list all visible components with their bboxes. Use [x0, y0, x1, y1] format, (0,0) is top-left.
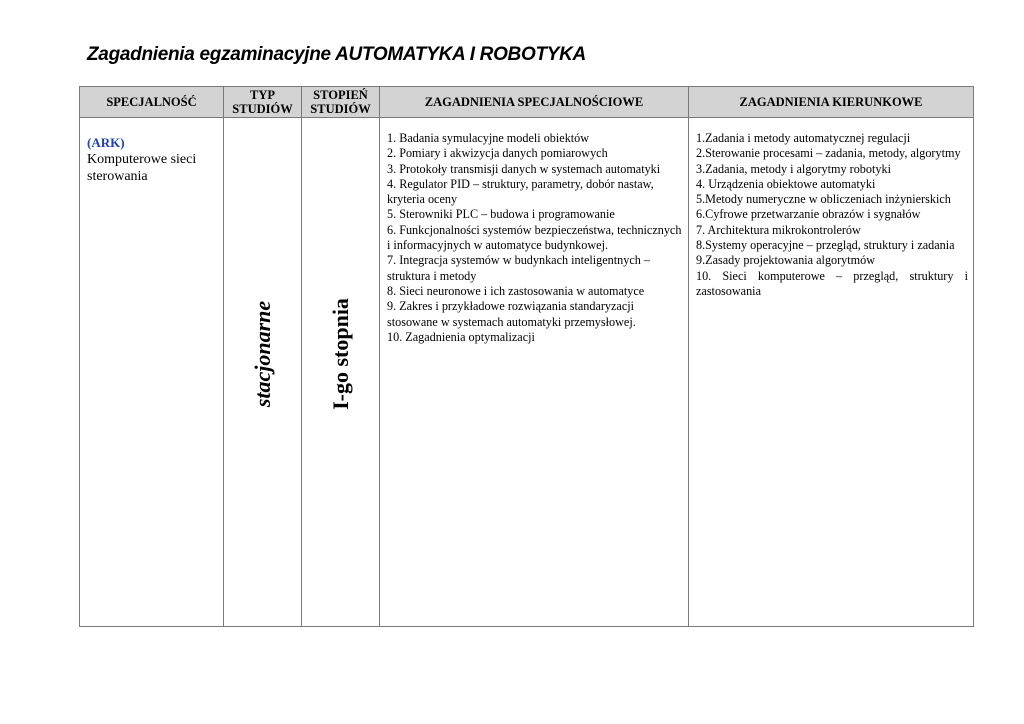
header-zagadnienia-kierunkowe: ZAGADNIENIA KIERUNKOWE	[689, 87, 974, 118]
list-item: 4. Urządzenia obiektowe automatyki	[696, 176, 876, 191]
exam-topics-table	[79, 86, 974, 627]
list-item: 6. Funkcjonalności systemów bezpieczeństwa, technicznych i informacyjnych w automatyce budynkowej.	[387, 222, 682, 253]
list-item: 5.Metody numeryczne w obliczeniach inżynierskich	[696, 192, 951, 207]
list-item: 1. Badania symulacyjne modeli obiektów	[387, 131, 590, 145]
specjalnosc-code: (ARK)	[87, 135, 125, 150]
list-item: 4. Regulator PID – struktury, parametry, dobór nastaw, kryteria oceny	[387, 176, 654, 207]
specjalnosc-cell	[80, 118, 224, 627]
specjalnosc-name: Komputerowe sieci sterowania	[87, 152, 197, 184]
list-item: 3.Zadania, metody i algorytmy robotyki	[696, 161, 891, 176]
header-stopien-line1: STOPIEŃ	[313, 88, 368, 102]
list-item: 8. Sieci neuronowe i ich zastosowania w automatyce	[387, 283, 645, 298]
list-item: 8.Systemy operacyjne – przegląd, struktury i zadania	[696, 238, 955, 253]
list-item: 9. Zakres i przykładowe rozwiązania standaryzacji stosowane w systemach automatyki przemysłowej.	[387, 299, 636, 329]
list-item: 9.Zasady projektowania algorytmów	[696, 253, 876, 268]
header-stopien-line2: STUDIÓW	[310, 102, 371, 116]
table-header-row	[80, 87, 974, 118]
header-specjalnosc: SPECJALNOŚĆ	[80, 87, 224, 118]
list-item: 10. Sieci komputerowe – przegląd, struktury i zastosowania	[696, 268, 968, 298]
list-item: 1.Zadania i metody automatycznej regulacji	[696, 131, 911, 145]
typ-studiow-cell	[224, 118, 302, 627]
header-typ-line2: STUDIÓW	[232, 102, 293, 116]
list-item: 6.Cyfrowe przetwarzanie obrazów i sygnałów	[696, 207, 921, 222]
page-title: Zagadnienia egzaminacyjne AUTOMATYKA I ROBOTYKA	[87, 44, 586, 65]
table-row	[80, 118, 974, 627]
stopien-studiow-value: I-go stopnia	[327, 298, 353, 410]
list-item: 2.Sterowanie procesami – zadania, metody, algorytmy	[696, 146, 961, 161]
header-typ-studiow	[224, 87, 302, 118]
list-item: 7. Integracja systemów w budynkach inteligentnych – struktura i metody	[387, 253, 650, 283]
header-stopien-studiow	[302, 87, 380, 118]
zagadnienia-kierunkowe-cell	[689, 118, 974, 627]
list-item: 7. Architektura mikrokontrolerów	[696, 222, 861, 237]
header-typ-line1: TYP	[250, 88, 275, 102]
list-item: 2. Pomiary i akwizycja danych pomiarowych	[387, 146, 608, 161]
list-item: 10. Zagadnienia optymalizacji	[387, 329, 535, 344]
header-zagadnienia-specjalnosciowe: ZAGADNIENIA SPECJALNOŚCIOWE	[380, 87, 689, 118]
zagadnienia-specjalnosciowe-cell	[380, 118, 689, 627]
stopien-studiow-cell	[302, 118, 380, 627]
list-item: 3. Protokoły transmisji danych w systemach automatyki	[387, 161, 661, 176]
typ-studiow-value: stacjonarne	[249, 300, 275, 408]
list-item: 5. Sterowniki PLC – budowa i programowanie	[387, 207, 615, 222]
